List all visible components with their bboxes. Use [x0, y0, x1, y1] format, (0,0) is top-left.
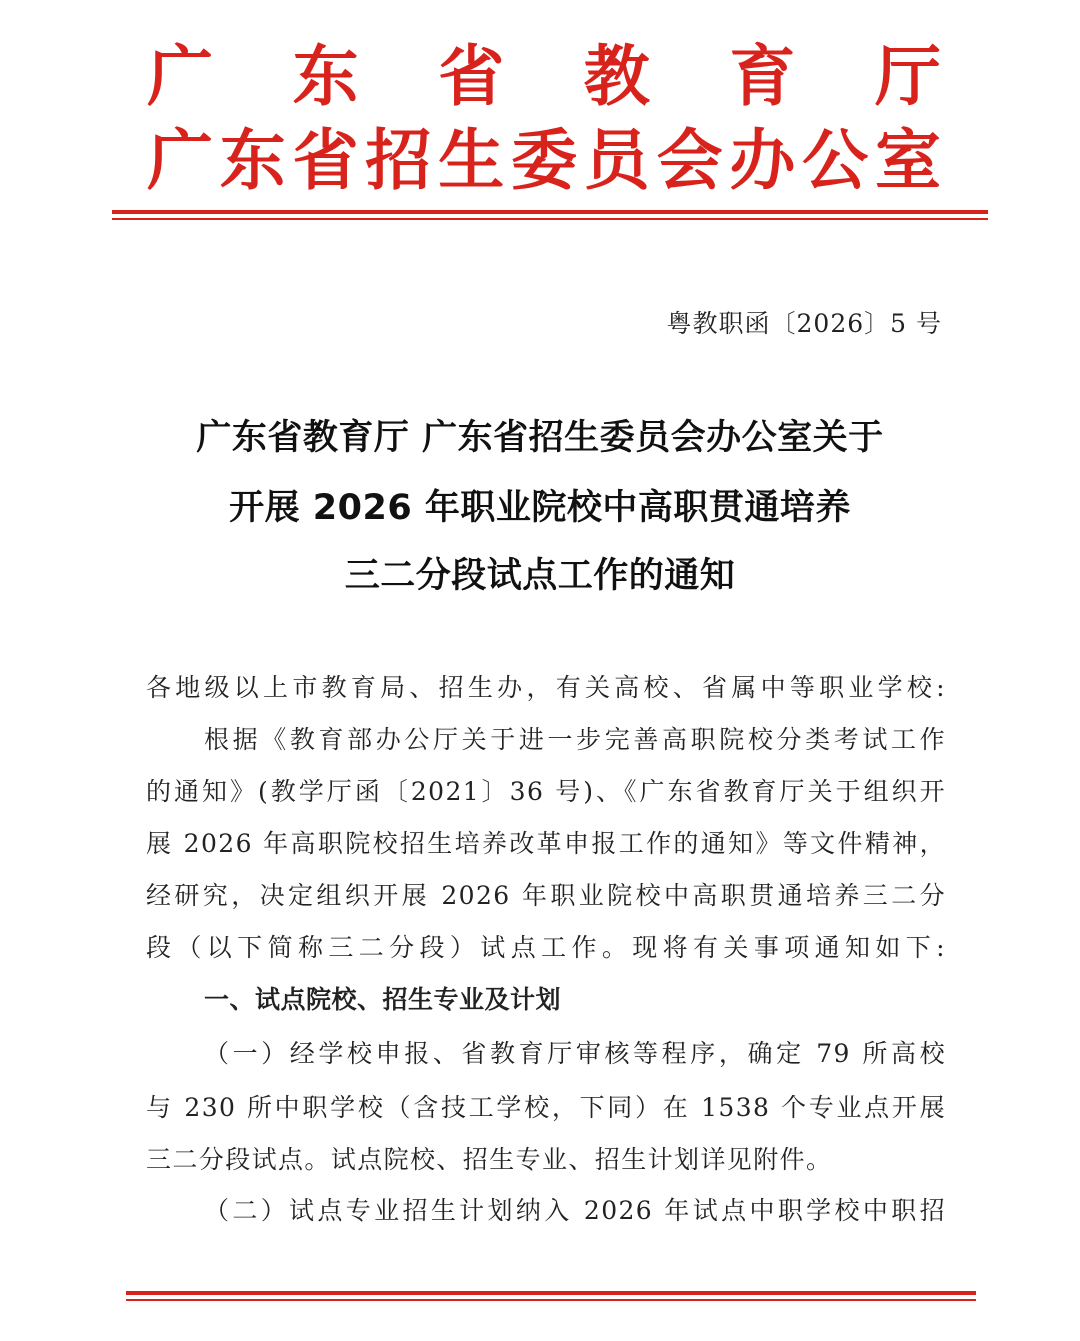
paragraph-line: （一）经学校申报、省教育厅审核等程序，确定 79 所高校	[204, 1039, 946, 1068]
letterhead-char: 广	[147, 121, 213, 199]
paragraph-line: 的通知》(教学厅函〔2021〕36 号)、《广东省教育厅关于组织开	[146, 777, 946, 806]
letterhead-rule-thin	[112, 218, 988, 220]
letterhead-char: 员	[583, 121, 650, 199]
document-number: 粤教职函〔2026〕5 号	[666, 309, 942, 338]
paragraph-line: （二）试点专业招生计划纳入 2026 年试点中职学校中职招	[204, 1196, 946, 1225]
letterhead-char: 东	[292, 37, 359, 115]
paragraph-line: 经研究，决定组织开展 2026 年职业院校中高职贯通培养三二分	[146, 881, 946, 910]
letterhead-char: 生	[438, 121, 505, 199]
paragraph-line: 三二分段试点。试点院校、招生专业、招生计划详见附件。	[146, 1145, 833, 1174]
letterhead-char: 厅	[874, 37, 941, 115]
footer-rule-thick	[126, 1291, 976, 1295]
letterhead-char: 东	[219, 121, 286, 199]
title-line-2: 开展 2026 年职业院校中高职贯通培养	[229, 488, 851, 528]
letterhead-char: 招	[365, 121, 432, 199]
letterhead-line-1	[144, 37, 944, 115]
letterhead-char: 办	[729, 121, 796, 199]
paragraph-line: 与 230 所中职学校（含技工学校，下同）在 1538 个专业点开展	[146, 1093, 946, 1122]
letterhead-char: 育	[729, 37, 796, 115]
letterhead-rule-thick	[112, 210, 988, 214]
letterhead-char: 会	[656, 121, 723, 199]
paragraph-line: 根据《教育部办公厅关于进一步完善高职院校分类考试工作	[204, 725, 946, 754]
letterhead-char: 省	[438, 37, 505, 115]
title-line-3: 三二分段试点工作的通知	[344, 556, 736, 596]
letterhead-char: 公	[802, 121, 869, 199]
section-heading: 一、试点院校、招生专业及计划	[204, 985, 562, 1014]
letterhead-char: 室	[874, 121, 941, 199]
letterhead-char: 委	[510, 121, 577, 199]
footer-rule-thin	[126, 1299, 976, 1301]
letterhead-line-2	[144, 121, 944, 199]
paragraph-line: 展 2026 年高职院校招生培养改革申报工作的通知》等文件精神，	[146, 829, 946, 858]
title-line-1: 广东省教育厅 广东省招生委员会办公室关于	[196, 418, 884, 458]
salutation: 各地级以上市教育局、招生办，有关高校、省属中等职业学校:	[146, 673, 946, 702]
letterhead-char: 省	[292, 121, 359, 199]
letterhead-char: 教	[583, 37, 650, 115]
letterhead-char: 广	[147, 37, 213, 115]
paragraph-line: 段（以下简称三二分段）试点工作。现将有关事项通知如下:	[146, 933, 946, 962]
